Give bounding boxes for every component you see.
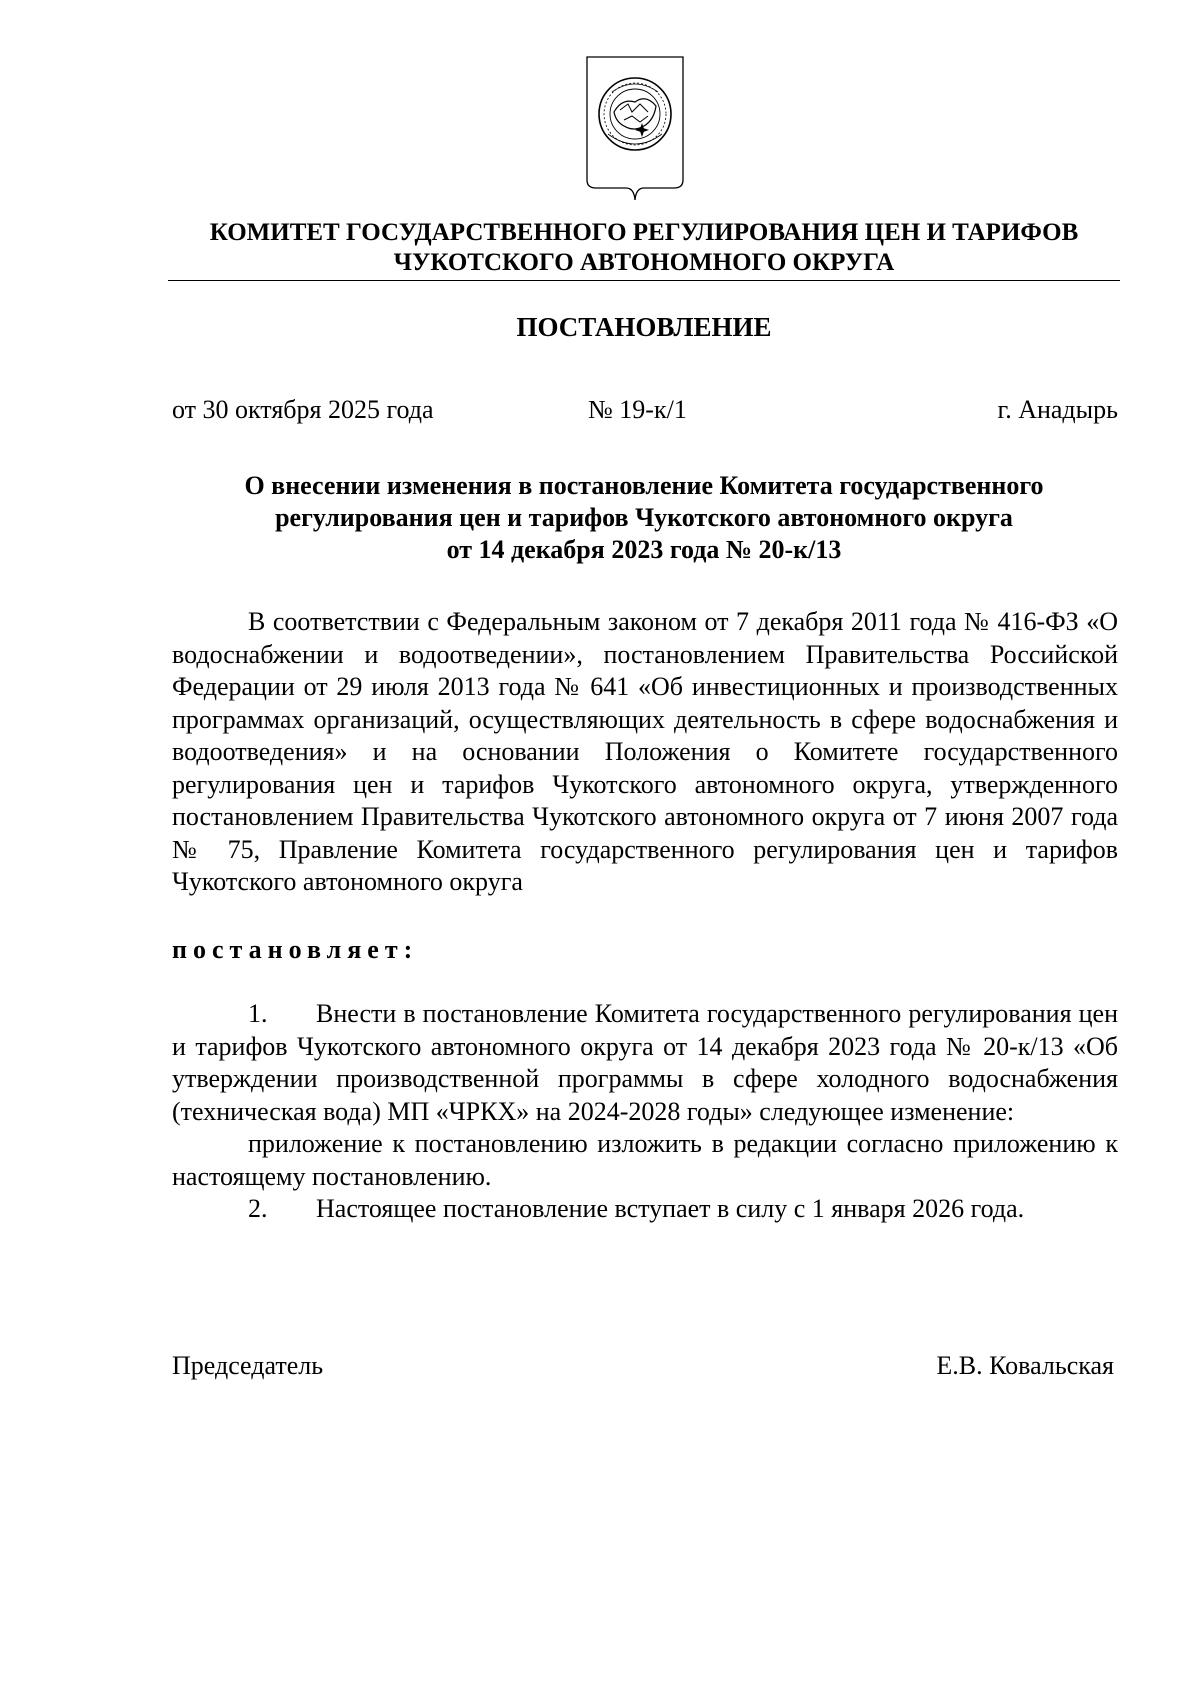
document-type: ПОСТАНОВЛЕНИЕ: [516, 312, 772, 342]
document-date: от 30 октября 2025 года: [172, 395, 434, 424]
subject-line3: от 14 декабря 2023 года № 20-к/13: [446, 535, 842, 564]
document-meta: [172, 394, 1118, 426]
organization-name-line1: КОМИТЕТ ГОСУДАРСТВЕННОГО РЕГУЛИРОВАНИЯ ЦЕН И ТАРИФОВ: [209, 219, 1079, 246]
signatory-role: Председатель: [172, 1351, 324, 1380]
document-number: № 19-к/1: [588, 395, 687, 424]
preamble-paragraph: В соответствии с Федеральным законом от 7 декабря 2011 года № 416-ФЗ «О водоснабжении и водоотведении», постановлением Правительства Российской Федерации от 29 июля 2013 года № 641 «Об инвестиционных и производственных программах организаций, осуществляющих деятельность в сфере водоснабжения и водоотведения» и на основании Положения о Комитете государственного регулирования цен и тарифов Чукотского автономного округа, утвержденного постановлением Правительства Чукотского автономного округа от 7 июня 2007 года № 75, Правление Комитета государственного регулирования цен и тарифов Чукотского автономного округа: [172, 607, 1118, 896]
resolution-item-1: [172, 998, 1118, 1128]
resolution-item-2: [172, 1193, 1118, 1226]
signature-block: [172, 1350, 1118, 1382]
document-city: г. Анадырь: [997, 395, 1118, 424]
resolution-items: [172, 998, 1118, 1226]
item-2-number: 2.: [248, 1194, 268, 1223]
organization-name: [168, 218, 1120, 278]
document-subject: [168, 470, 1120, 566]
coat-of-arms-emblem: [584, 54, 686, 204]
subject-line2: регулирования цен и тарифов Чукотского автономного округа: [275, 503, 1013, 532]
signatory-name: Е.В. Ковальская: [936, 1351, 1114, 1380]
item-2-text: Настоящее постановление вступает в силу с 1 января 2026 года.: [316, 1194, 1025, 1223]
organization-name-line2: ЧУКОТСКОГО АВТОНОМНОГО ОКРУГА: [393, 249, 895, 276]
item-1-number: 1.: [248, 999, 268, 1028]
item-1-text: Внести в постановление Комитета государственного регулирования цен и тарифов Чукотского автономного округа от 14 декабря 2023 года № 20-к/13 «Об утверждении производственной программы в сфере холодного водоснабжения (техническая вода) МП «ЧРКХ» на 2024-2028 годы» следующее изменение:: [172, 999, 1118, 1126]
decree-word: постановляет:: [172, 935, 419, 964]
subject-line1: О внесении изменения в постановление Комитета государственного: [244, 471, 1044, 500]
header-divider: [168, 280, 1120, 281]
resolution-item-1-sub: приложение к постановлению изложить в редакции согласно приложению к настоящему постановлению.: [172, 1129, 1118, 1191]
